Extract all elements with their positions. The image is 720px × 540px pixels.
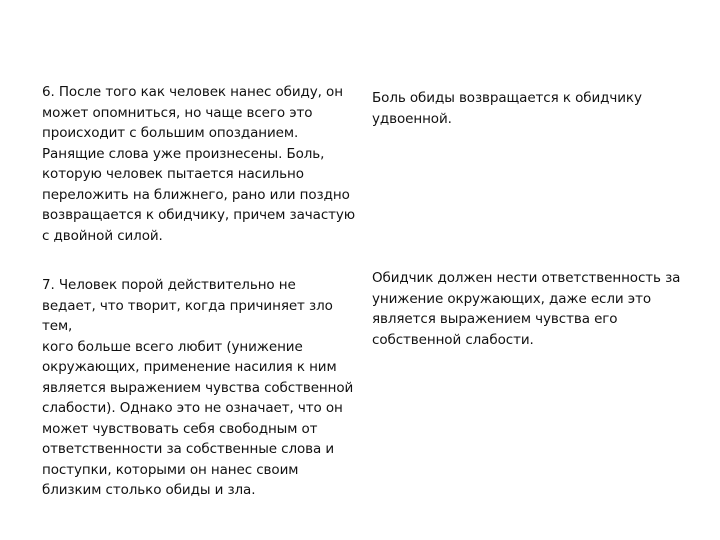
row-6-text: 6. После того как человек нанес обиду, он может опомниться, но чаще всего это происходит с большим опозданием. Ранящие слова уже произнесены. Боль, которую человек пытается насильно переложить на ближнего, рано или поздно возвращается к обидчику, причем зачастую с двойной силой. <box>42 84 356 244</box>
row-7-text: 7. Человек порой действительно не ведает, что творит, когда причиняет зло тем, кого больше всего любит (унижение окружающих, применение насилия к ним является выражением чувства собственной слабости). Однако это не означает, что он может чувствовать себя свободным от ответственности за собственные слова и поступки, которыми он нанес своим близким столько обиды и зла. <box>42 277 354 498</box>
row-6-summary: Боль обиды возвращается к обидчику удвоенной. <box>372 90 642 127</box>
row-7-summary: Обидчик должен нести ответственность за унижение окружающих, даже если это является выражением чувства его собственной слабости. <box>372 270 681 348</box>
